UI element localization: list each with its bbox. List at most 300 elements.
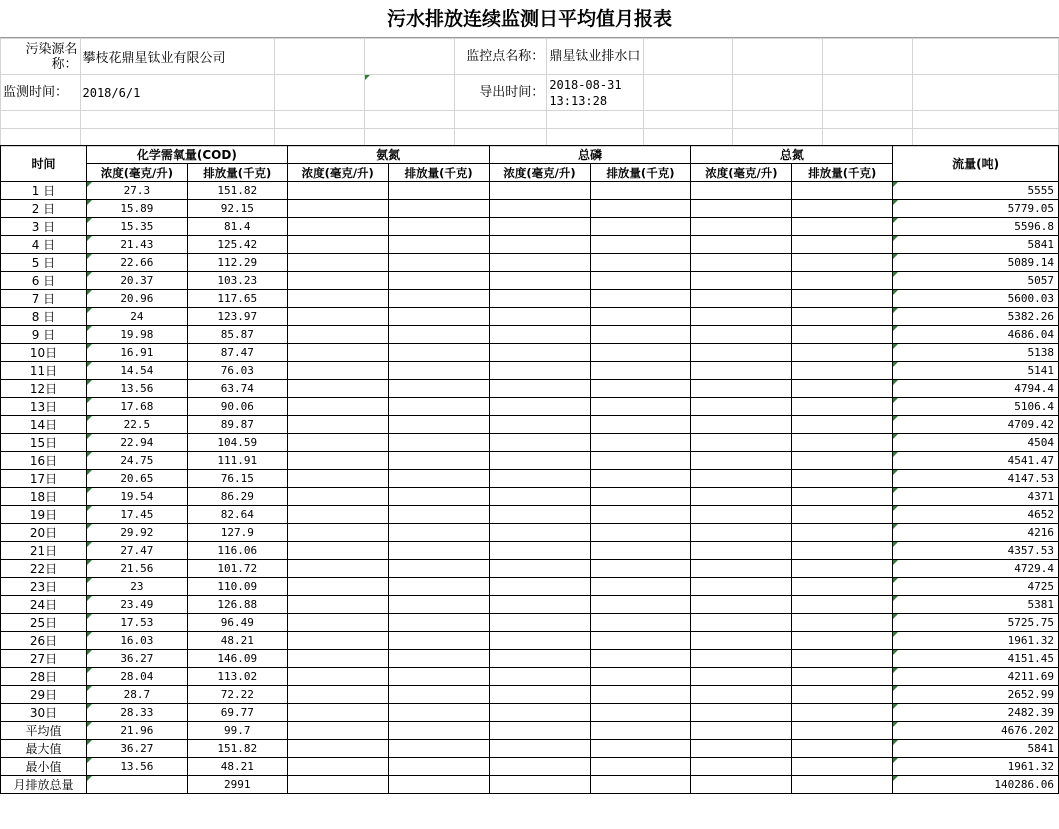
- cod-emis-cell[interactable]: 82.64: [187, 506, 287, 524]
- cod-conc-cell[interactable]: 21.43: [86, 236, 187, 254]
- nitrogen-conc-cell[interactable]: [691, 308, 792, 326]
- flow-cell[interactable]: 5138: [893, 344, 1059, 362]
- cod-conc-cell[interactable]: 16.91: [86, 344, 187, 362]
- cod-emis-cell[interactable]: 111.91: [187, 452, 287, 470]
- nitrogen-emis-cell[interactable]: [792, 524, 893, 542]
- cod-conc-cell[interactable]: 22.5: [86, 416, 187, 434]
- cod-emis-cell[interactable]: 90.06: [187, 398, 287, 416]
- phosphorus-emis-cell[interactable]: [590, 218, 691, 236]
- export-value[interactable]: 2018-08-31 13:13:28: [547, 75, 643, 111]
- ammonia-conc-cell[interactable]: [287, 686, 388, 704]
- ammonia-conc-cell[interactable]: [287, 308, 388, 326]
- phosphorus-conc-cell[interactable]: [489, 578, 590, 596]
- ammonia-conc-cell[interactable]: [287, 596, 388, 614]
- phosphorus-emis-cell[interactable]: [590, 380, 691, 398]
- phosphorus-emis-cell[interactable]: [590, 344, 691, 362]
- ammonia-conc-cell[interactable]: [287, 398, 388, 416]
- nitrogen-conc-cell[interactable]: [691, 398, 792, 416]
- flow-cell[interactable]: 2652.99: [893, 686, 1059, 704]
- phosphorus-emis-cell[interactable]: [590, 326, 691, 344]
- cod-conc-cell[interactable]: 17.53: [86, 614, 187, 632]
- row-day[interactable]: 15日: [1, 434, 87, 452]
- phosphorus-emis-cell[interactable]: [590, 452, 691, 470]
- flow-cell[interactable]: 5555: [893, 182, 1059, 200]
- nitrogen-conc-cell[interactable]: [691, 740, 792, 758]
- ammonia-emis-cell[interactable]: [388, 434, 489, 452]
- nitrogen-conc-cell[interactable]: [691, 470, 792, 488]
- flow-cell[interactable]: 5057: [893, 272, 1059, 290]
- nitrogen-conc-cell[interactable]: [691, 632, 792, 650]
- nitrogen-emis-cell[interactable]: [792, 776, 893, 794]
- cod-emis-cell[interactable]: 48.21: [187, 632, 287, 650]
- cod-conc-cell[interactable]: 27.47: [86, 542, 187, 560]
- cod-emis-cell[interactable]: 116.06: [187, 542, 287, 560]
- nitrogen-emis-cell[interactable]: [792, 380, 893, 398]
- ammonia-conc-cell[interactable]: [287, 272, 388, 290]
- phosphorus-conc-cell[interactable]: [489, 542, 590, 560]
- flow-cell[interactable]: 4357.53: [893, 542, 1059, 560]
- phosphorus-conc-cell[interactable]: [489, 236, 590, 254]
- cod-conc-cell[interactable]: [86, 776, 187, 794]
- row-day[interactable]: 26日: [1, 632, 87, 650]
- row-day[interactable]: 22日: [1, 560, 87, 578]
- cod-emis-cell[interactable]: 81.4: [187, 218, 287, 236]
- flow-cell[interactable]: 4676.202: [893, 722, 1059, 740]
- phosphorus-emis-cell[interactable]: [590, 398, 691, 416]
- cod-emis-cell[interactable]: 151.82: [187, 182, 287, 200]
- nitrogen-conc-cell[interactable]: [691, 650, 792, 668]
- phosphorus-emis-cell[interactable]: [590, 740, 691, 758]
- ammonia-conc-cell[interactable]: [287, 290, 388, 308]
- row-day[interactable]: 30日: [1, 704, 87, 722]
- row-day[interactable]: 1 日: [1, 182, 87, 200]
- nitrogen-emis-cell[interactable]: [792, 344, 893, 362]
- ammonia-emis-cell[interactable]: [388, 614, 489, 632]
- nitrogen-emis-cell[interactable]: [792, 272, 893, 290]
- flow-cell[interactable]: 5381: [893, 596, 1059, 614]
- cod-emis-cell[interactable]: 117.65: [187, 290, 287, 308]
- row-day[interactable]: 17日: [1, 470, 87, 488]
- phosphorus-conc-cell[interactable]: [489, 722, 590, 740]
- nitrogen-conc-cell[interactable]: [691, 452, 792, 470]
- nitrogen-conc-cell[interactable]: [691, 596, 792, 614]
- cod-emis-cell[interactable]: 125.42: [187, 236, 287, 254]
- ammonia-emis-cell[interactable]: [388, 632, 489, 650]
- phosphorus-conc-cell[interactable]: [489, 326, 590, 344]
- ammonia-emis-cell[interactable]: [388, 758, 489, 776]
- nitrogen-emis-cell[interactable]: [792, 236, 893, 254]
- ammonia-emis-cell[interactable]: [388, 740, 489, 758]
- row-day[interactable]: 10日: [1, 344, 87, 362]
- flow-cell[interactable]: 4541.47: [893, 452, 1059, 470]
- cod-conc-cell[interactable]: 13.56: [86, 380, 187, 398]
- nitrogen-conc-cell[interactable]: [691, 704, 792, 722]
- ammonia-conc-cell[interactable]: [287, 254, 388, 272]
- ammonia-conc-cell[interactable]: [287, 614, 388, 632]
- ammonia-conc-cell[interactable]: [287, 416, 388, 434]
- phosphorus-conc-cell[interactable]: [489, 776, 590, 794]
- nitrogen-conc-cell[interactable]: [691, 614, 792, 632]
- row-day[interactable]: 28日: [1, 668, 87, 686]
- phosphorus-emis-cell[interactable]: [590, 416, 691, 434]
- ammonia-emis-cell[interactable]: [388, 596, 489, 614]
- nitrogen-emis-cell[interactable]: [792, 740, 893, 758]
- row-day[interactable]: 13日: [1, 398, 87, 416]
- ammonia-conc-cell[interactable]: [287, 704, 388, 722]
- flow-cell[interactable]: 4686.04: [893, 326, 1059, 344]
- flow-cell[interactable]: 5141: [893, 362, 1059, 380]
- cod-conc-cell[interactable]: 17.68: [86, 398, 187, 416]
- ammonia-conc-cell[interactable]: [287, 740, 388, 758]
- phosphorus-conc-cell[interactable]: [489, 470, 590, 488]
- phosphorus-emis-cell[interactable]: [590, 290, 691, 308]
- cod-conc-cell[interactable]: 16.03: [86, 632, 187, 650]
- phosphorus-conc-cell[interactable]: [489, 380, 590, 398]
- phosphorus-emis-cell[interactable]: [590, 470, 691, 488]
- cod-conc-cell[interactable]: 36.27: [86, 650, 187, 668]
- cod-emis-cell[interactable]: 99.7: [187, 722, 287, 740]
- phosphorus-emis-cell[interactable]: [590, 650, 691, 668]
- nitrogen-conc-cell[interactable]: [691, 776, 792, 794]
- cod-emis-cell[interactable]: 112.29: [187, 254, 287, 272]
- monitor-value[interactable]: 2018/6/1: [80, 75, 275, 111]
- row-day[interactable]: 21日: [1, 542, 87, 560]
- flow-cell[interactable]: 1961.32: [893, 632, 1059, 650]
- row-day[interactable]: 20日: [1, 524, 87, 542]
- ammonia-conc-cell[interactable]: [287, 650, 388, 668]
- phosphorus-emis-cell[interactable]: [590, 596, 691, 614]
- source-value[interactable]: 攀枝花鼎星钛业有限公司: [80, 39, 275, 75]
- phosphorus-emis-cell[interactable]: [590, 560, 691, 578]
- nitrogen-conc-cell[interactable]: [691, 416, 792, 434]
- cod-emis-cell[interactable]: 63.74: [187, 380, 287, 398]
- nitrogen-conc-cell[interactable]: [691, 722, 792, 740]
- ammonia-emis-cell[interactable]: [388, 344, 489, 362]
- phosphorus-emis-cell[interactable]: [590, 668, 691, 686]
- ammonia-emis-cell[interactable]: [388, 290, 489, 308]
- cod-emis-cell[interactable]: 72.22: [187, 686, 287, 704]
- flow-cell[interactable]: 5596.8: [893, 218, 1059, 236]
- flow-cell[interactable]: 5779.05: [893, 200, 1059, 218]
- ammonia-conc-cell[interactable]: [287, 488, 388, 506]
- flow-cell[interactable]: 4216: [893, 524, 1059, 542]
- nitrogen-conc-cell[interactable]: [691, 578, 792, 596]
- ammonia-conc-cell[interactable]: [287, 362, 388, 380]
- ammonia-conc-cell[interactable]: [287, 218, 388, 236]
- row-day[interactable]: 平均值: [1, 722, 87, 740]
- phosphorus-conc-cell[interactable]: [489, 758, 590, 776]
- nitrogen-emis-cell[interactable]: [792, 686, 893, 704]
- ammonia-conc-cell[interactable]: [287, 506, 388, 524]
- phosphorus-emis-cell[interactable]: [590, 614, 691, 632]
- nitrogen-emis-cell[interactable]: [792, 416, 893, 434]
- phosphorus-conc-cell[interactable]: [489, 416, 590, 434]
- nitrogen-emis-cell[interactable]: [792, 506, 893, 524]
- cod-conc-cell[interactable]: 20.37: [86, 272, 187, 290]
- phosphorus-conc-cell[interactable]: [489, 524, 590, 542]
- flow-cell[interactable]: 5841: [893, 740, 1059, 758]
- cod-emis-cell[interactable]: 76.03: [187, 362, 287, 380]
- cod-emis-cell[interactable]: 127.9: [187, 524, 287, 542]
- nitrogen-emis-cell[interactable]: [792, 470, 893, 488]
- cod-conc-cell[interactable]: 21.56: [86, 560, 187, 578]
- cod-emis-cell[interactable]: 2991: [187, 776, 287, 794]
- phosphorus-conc-cell[interactable]: [489, 452, 590, 470]
- flow-cell[interactable]: 2482.39: [893, 704, 1059, 722]
- cod-conc-cell[interactable]: 22.66: [86, 254, 187, 272]
- cod-conc-cell[interactable]: 21.96: [86, 722, 187, 740]
- flow-cell[interactable]: 4147.53: [893, 470, 1059, 488]
- row-day[interactable]: 最小值: [1, 758, 87, 776]
- flow-cell[interactable]: 4709.42: [893, 416, 1059, 434]
- phosphorus-emis-cell[interactable]: [590, 434, 691, 452]
- ammonia-emis-cell[interactable]: [388, 488, 489, 506]
- ammonia-conc-cell[interactable]: [287, 542, 388, 560]
- ammonia-emis-cell[interactable]: [388, 542, 489, 560]
- ammonia-conc-cell[interactable]: [287, 380, 388, 398]
- cod-conc-cell[interactable]: 20.96: [86, 290, 187, 308]
- nitrogen-conc-cell[interactable]: [691, 362, 792, 380]
- phosphorus-conc-cell[interactable]: [489, 398, 590, 416]
- flow-cell[interactable]: 1961.32: [893, 758, 1059, 776]
- phosphorus-emis-cell[interactable]: [590, 776, 691, 794]
- phosphorus-conc-cell[interactable]: [489, 614, 590, 632]
- flow-cell[interactable]: 5725.75: [893, 614, 1059, 632]
- flow-cell[interactable]: 5600.03: [893, 290, 1059, 308]
- ammonia-conc-cell[interactable]: [287, 434, 388, 452]
- ammonia-emis-cell[interactable]: [388, 686, 489, 704]
- phosphorus-emis-cell[interactable]: [590, 758, 691, 776]
- phosphorus-conc-cell[interactable]: [489, 668, 590, 686]
- cod-conc-cell[interactable]: 23: [86, 578, 187, 596]
- nitrogen-conc-cell[interactable]: [691, 488, 792, 506]
- nitrogen-emis-cell[interactable]: [792, 560, 893, 578]
- ammonia-conc-cell[interactable]: [287, 236, 388, 254]
- cod-conc-cell[interactable]: 20.65: [86, 470, 187, 488]
- nitrogen-conc-cell[interactable]: [691, 200, 792, 218]
- row-day[interactable]: 23日: [1, 578, 87, 596]
- phosphorus-conc-cell[interactable]: [489, 362, 590, 380]
- cod-emis-cell[interactable]: 151.82: [187, 740, 287, 758]
- phosphorus-conc-cell[interactable]: [489, 272, 590, 290]
- nitrogen-emis-cell[interactable]: [792, 596, 893, 614]
- cod-conc-cell[interactable]: 14.54: [86, 362, 187, 380]
- nitrogen-emis-cell[interactable]: [792, 200, 893, 218]
- cod-emis-cell[interactable]: 113.02: [187, 668, 287, 686]
- nitrogen-emis-cell[interactable]: [792, 218, 893, 236]
- nitrogen-emis-cell[interactable]: [792, 362, 893, 380]
- ammonia-conc-cell[interactable]: [287, 560, 388, 578]
- ammonia-conc-cell[interactable]: [287, 470, 388, 488]
- phosphorus-emis-cell[interactable]: [590, 704, 691, 722]
- cod-emis-cell[interactable]: 126.88: [187, 596, 287, 614]
- ammonia-emis-cell[interactable]: [388, 524, 489, 542]
- ammonia-emis-cell[interactable]: [388, 362, 489, 380]
- phosphorus-conc-cell[interactable]: [489, 740, 590, 758]
- row-day[interactable]: 18日: [1, 488, 87, 506]
- cod-conc-cell[interactable]: 15.89: [86, 200, 187, 218]
- nitrogen-conc-cell[interactable]: [691, 290, 792, 308]
- ammonia-emis-cell[interactable]: [388, 470, 489, 488]
- nitrogen-emis-cell[interactable]: [792, 704, 893, 722]
- phosphorus-conc-cell[interactable]: [489, 344, 590, 362]
- cod-conc-cell[interactable]: 28.33: [86, 704, 187, 722]
- cod-emis-cell[interactable]: 146.09: [187, 650, 287, 668]
- row-day[interactable]: 8 日: [1, 308, 87, 326]
- flow-cell[interactable]: 5841: [893, 236, 1059, 254]
- nitrogen-emis-cell[interactable]: [792, 308, 893, 326]
- phosphorus-emis-cell[interactable]: [590, 542, 691, 560]
- cod-emis-cell[interactable]: 87.47: [187, 344, 287, 362]
- ammonia-emis-cell[interactable]: [388, 668, 489, 686]
- phosphorus-conc-cell[interactable]: [489, 254, 590, 272]
- flow-cell[interactable]: 5382.26: [893, 308, 1059, 326]
- nitrogen-conc-cell[interactable]: [691, 560, 792, 578]
- nitrogen-emis-cell[interactable]: [792, 290, 893, 308]
- ammonia-emis-cell[interactable]: [388, 560, 489, 578]
- row-day[interactable]: 19日: [1, 506, 87, 524]
- flow-cell[interactable]: 4725: [893, 578, 1059, 596]
- phosphorus-emis-cell[interactable]: [590, 524, 691, 542]
- cod-emis-cell[interactable]: 110.09: [187, 578, 287, 596]
- phosphorus-conc-cell[interactable]: [489, 308, 590, 326]
- phosphorus-conc-cell[interactable]: [489, 218, 590, 236]
- flow-cell[interactable]: 4211.69: [893, 668, 1059, 686]
- cod-emis-cell[interactable]: 101.72: [187, 560, 287, 578]
- ammonia-emis-cell[interactable]: [388, 218, 489, 236]
- cod-conc-cell[interactable]: 19.54: [86, 488, 187, 506]
- flow-cell[interactable]: 4371: [893, 488, 1059, 506]
- cod-conc-cell[interactable]: 23.49: [86, 596, 187, 614]
- nitrogen-emis-cell[interactable]: [792, 254, 893, 272]
- cod-emis-cell[interactable]: 96.49: [187, 614, 287, 632]
- ammonia-emis-cell[interactable]: [388, 776, 489, 794]
- row-day[interactable]: 12日: [1, 380, 87, 398]
- phosphorus-emis-cell[interactable]: [590, 686, 691, 704]
- ammonia-emis-cell[interactable]: [388, 380, 489, 398]
- ammonia-conc-cell[interactable]: [287, 344, 388, 362]
- row-day[interactable]: 25日: [1, 614, 87, 632]
- phosphorus-conc-cell[interactable]: [489, 596, 590, 614]
- row-day[interactable]: 最大值: [1, 740, 87, 758]
- cod-emis-cell[interactable]: 86.29: [187, 488, 287, 506]
- nitrogen-emis-cell[interactable]: [792, 452, 893, 470]
- nitrogen-emis-cell[interactable]: [792, 668, 893, 686]
- ammonia-conc-cell[interactable]: [287, 578, 388, 596]
- nitrogen-conc-cell[interactable]: [691, 668, 792, 686]
- nitrogen-emis-cell[interactable]: [792, 326, 893, 344]
- cod-emis-cell[interactable]: 104.59: [187, 434, 287, 452]
- cod-conc-cell[interactable]: 28.7: [86, 686, 187, 704]
- nitrogen-emis-cell[interactable]: [792, 182, 893, 200]
- phosphorus-emis-cell[interactable]: [590, 578, 691, 596]
- phosphorus-conc-cell[interactable]: [489, 632, 590, 650]
- row-day[interactable]: 3 日: [1, 218, 87, 236]
- nitrogen-emis-cell[interactable]: [792, 542, 893, 560]
- phosphorus-emis-cell[interactable]: [590, 632, 691, 650]
- ammonia-emis-cell[interactable]: [388, 704, 489, 722]
- ammonia-emis-cell[interactable]: [388, 308, 489, 326]
- phosphorus-conc-cell[interactable]: [489, 488, 590, 506]
- flow-cell[interactable]: 4652: [893, 506, 1059, 524]
- phosphorus-conc-cell[interactable]: [489, 560, 590, 578]
- flow-cell[interactable]: 4504: [893, 434, 1059, 452]
- phosphorus-conc-cell[interactable]: [489, 650, 590, 668]
- nitrogen-emis-cell[interactable]: [792, 614, 893, 632]
- nitrogen-conc-cell[interactable]: [691, 524, 792, 542]
- cod-emis-cell[interactable]: 76.15: [187, 470, 287, 488]
- nitrogen-conc-cell[interactable]: [691, 218, 792, 236]
- row-day[interactable]: 9 日: [1, 326, 87, 344]
- flow-cell[interactable]: 5089.14: [893, 254, 1059, 272]
- cod-emis-cell[interactable]: 89.87: [187, 416, 287, 434]
- cod-conc-cell[interactable]: 13.56: [86, 758, 187, 776]
- phosphorus-emis-cell[interactable]: [590, 488, 691, 506]
- nitrogen-conc-cell[interactable]: [691, 434, 792, 452]
- nitrogen-conc-cell[interactable]: [691, 686, 792, 704]
- cod-emis-cell[interactable]: 103.23: [187, 272, 287, 290]
- nitrogen-emis-cell[interactable]: [792, 650, 893, 668]
- ammonia-emis-cell[interactable]: [388, 452, 489, 470]
- ammonia-emis-cell[interactable]: [388, 236, 489, 254]
- ammonia-conc-cell[interactable]: [287, 326, 388, 344]
- flow-cell[interactable]: 4794.4: [893, 380, 1059, 398]
- row-day[interactable]: 6 日: [1, 272, 87, 290]
- phosphorus-emis-cell[interactable]: [590, 506, 691, 524]
- row-day[interactable]: 2 日: [1, 200, 87, 218]
- row-day[interactable]: 4 日: [1, 236, 87, 254]
- nitrogen-emis-cell[interactable]: [792, 398, 893, 416]
- row-day[interactable]: 14日: [1, 416, 87, 434]
- phosphorus-conc-cell[interactable]: [489, 506, 590, 524]
- ammonia-emis-cell[interactable]: [388, 578, 489, 596]
- ammonia-emis-cell[interactable]: [388, 506, 489, 524]
- flow-cell[interactable]: 4729.4: [893, 560, 1059, 578]
- cod-conc-cell[interactable]: 22.94: [86, 434, 187, 452]
- cod-conc-cell[interactable]: 27.3: [86, 182, 187, 200]
- nitrogen-emis-cell[interactable]: [792, 758, 893, 776]
- ammonia-emis-cell[interactable]: [388, 650, 489, 668]
- nitrogen-conc-cell[interactable]: [691, 326, 792, 344]
- ammonia-emis-cell[interactable]: [388, 398, 489, 416]
- nitrogen-emis-cell[interactable]: [792, 578, 893, 596]
- flow-cell[interactable]: 140286.06: [893, 776, 1059, 794]
- row-day[interactable]: 11日: [1, 362, 87, 380]
- cod-conc-cell[interactable]: 36.27: [86, 740, 187, 758]
- nitrogen-emis-cell[interactable]: [792, 632, 893, 650]
- phosphorus-conc-cell[interactable]: [489, 686, 590, 704]
- cod-conc-cell[interactable]: 17.45: [86, 506, 187, 524]
- nitrogen-emis-cell[interactable]: [792, 722, 893, 740]
- ammonia-emis-cell[interactable]: [388, 722, 489, 740]
- cod-emis-cell[interactable]: 85.87: [187, 326, 287, 344]
- ammonia-emis-cell[interactable]: [388, 200, 489, 218]
- ammonia-emis-cell[interactable]: [388, 254, 489, 272]
- row-day[interactable]: 27日: [1, 650, 87, 668]
- nitrogen-conc-cell[interactable]: [691, 182, 792, 200]
- cod-emis-cell[interactable]: 48.21: [187, 758, 287, 776]
- flow-cell[interactable]: 5106.4: [893, 398, 1059, 416]
- point-value[interactable]: 鼎星钛业排水口: [547, 39, 643, 75]
- row-day[interactable]: 29日: [1, 686, 87, 704]
- nitrogen-emis-cell[interactable]: [792, 434, 893, 452]
- row-day[interactable]: 24日: [1, 596, 87, 614]
- phosphorus-emis-cell[interactable]: [590, 362, 691, 380]
- nitrogen-conc-cell[interactable]: [691, 254, 792, 272]
- ammonia-conc-cell[interactable]: [287, 632, 388, 650]
- ammonia-emis-cell[interactable]: [388, 416, 489, 434]
- phosphorus-emis-cell[interactable]: [590, 254, 691, 272]
